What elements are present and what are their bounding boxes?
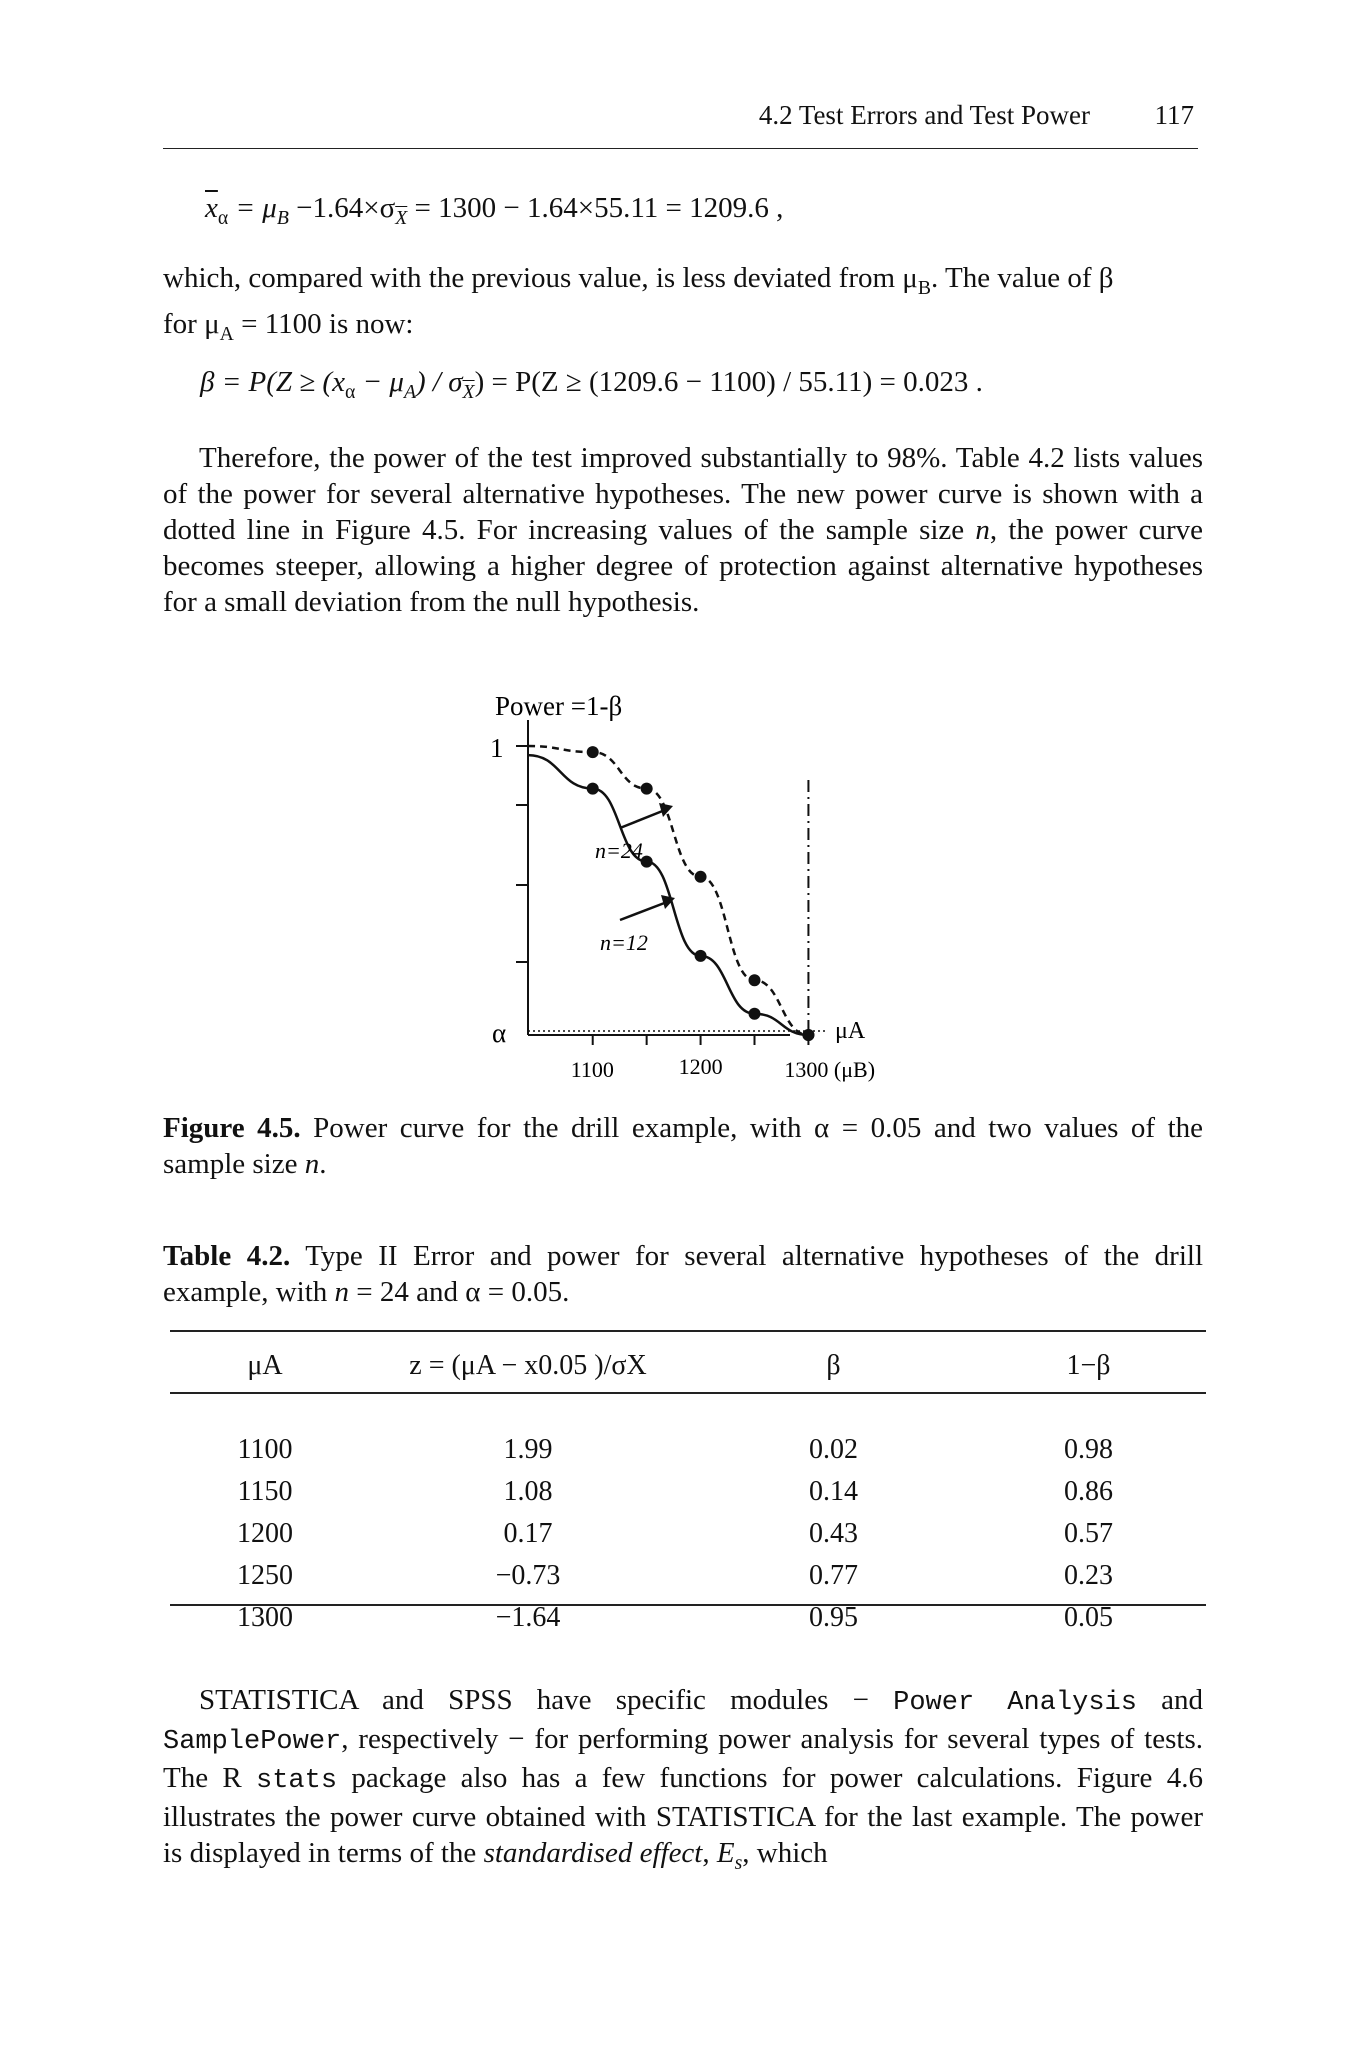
- running-title: 4.2 Test Errors and Test Power: [758, 100, 1090, 130]
- equation-x-alpha: $\overline{x}_\alpha = \mu_B -1.64\times\sigma_{\overline{X}} = 1300 - 1.64\times 55.11 = 1209.6$ ,: [205, 192, 784, 229]
- arrowhead-n24: [659, 803, 673, 817]
- power-curve-chart: [470, 680, 910, 1090]
- table-row: 1150 1.08 0.14 0.86: [237, 1476, 1113, 1507]
- header-beta: β: [826, 1350, 841, 1381]
- equation-beta: $\beta = P(Z \ge (x_\alpha - \mu_A) / \sigma_{\overline{X}}) = P(Z \ge (1209.6 - 1100) / 55.11) = 0.023$ .: [200, 366, 983, 403]
- series-n12-point: [695, 950, 707, 962]
- table-caption: Table 4.2. Type II Error and power for several alternative hypotheses of the drill example, with n = 24 and α = 0.05.: [163, 1240, 1204, 1308]
- table-top-rule: [170, 1330, 1206, 1332]
- chart-title: Power =1-β: [495, 691, 623, 721]
- table-row: 1300 −1.64 0.95 0.05: [237, 1602, 1113, 1633]
- series-n24-point: [641, 783, 653, 795]
- series-n12-point: [802, 1029, 814, 1041]
- power-table: [170, 1345, 1206, 1639]
- x-tick-label: 1100: [570, 1057, 614, 1082]
- x-tick-label: 1200: [678, 1054, 723, 1079]
- series-n24-point: [695, 871, 707, 883]
- figure-caption: Figure 4.5. Power curve for the drill example, with α = 0.05 and two values of the sample size n.: [163, 1112, 1204, 1180]
- paragraph-1: which, compared with the previous value, is less deviated from $\mu_B$. The value of β for $\mu_A = 1100$ is now:: [163, 262, 1114, 345]
- series-n12-line: [528, 755, 808, 1035]
- arrow-n24: [620, 810, 665, 828]
- paragraph-2: Therefore, the power of the test improved substantially to 98%. Table 4.2 lists values of the power for several alternative hypotheses. The new power curve is shown with a dotted line in Figure 4.5. For increasing values of the sample size n, the power curve becomes steeper, allowing a higher degree of protection against alternative hypotheses for a small deviation from the null hypothesis.: [163, 442, 1203, 618]
- header-z: z = (μA − x0.05 )/σX: [409, 1350, 647, 1381]
- series-n24-point: [587, 746, 599, 758]
- annotation-n24: n=24: [595, 838, 643, 863]
- y-label-alpha: α: [492, 1018, 507, 1048]
- paragraph-3: STATISTICA and SPSS have specific modules − Power Analysis and SamplePower, respectively − for performing power analysis for several types of tests. The R stats package also has a few functions for power calculations. Figure 4.6 illustrates the power curve obtained with STATISTICA for the last example. The power is displayed in terms of the standardised effect, $E_s$, which: [163, 1684, 1204, 1874]
- header-mu-a: μA: [247, 1350, 283, 1381]
- x-axis-label: μA: [835, 1018, 866, 1044]
- annotation-n12: n=12: [600, 930, 648, 955]
- header-power: 1−β: [1066, 1350, 1111, 1381]
- x-tick-label: 1300 (μB): [784, 1057, 876, 1082]
- table-row: 1250 −0.73 0.77 0.23: [237, 1560, 1113, 1591]
- page-number: 117: [1154, 100, 1194, 130]
- table-row: 1200 0.17 0.43 0.57: [237, 1518, 1113, 1549]
- table-header-row: [170, 1345, 1206, 1387]
- series-n12-point: [749, 1008, 761, 1020]
- page-header: [163, 100, 1198, 149]
- y-label-top: 1: [490, 733, 504, 763]
- arrow-n12: [620, 902, 667, 920]
- table-row: 1100 1.99 0.02 0.98: [237, 1434, 1113, 1465]
- series-n24-point: [749, 974, 761, 986]
- series-n12-point: [587, 783, 599, 795]
